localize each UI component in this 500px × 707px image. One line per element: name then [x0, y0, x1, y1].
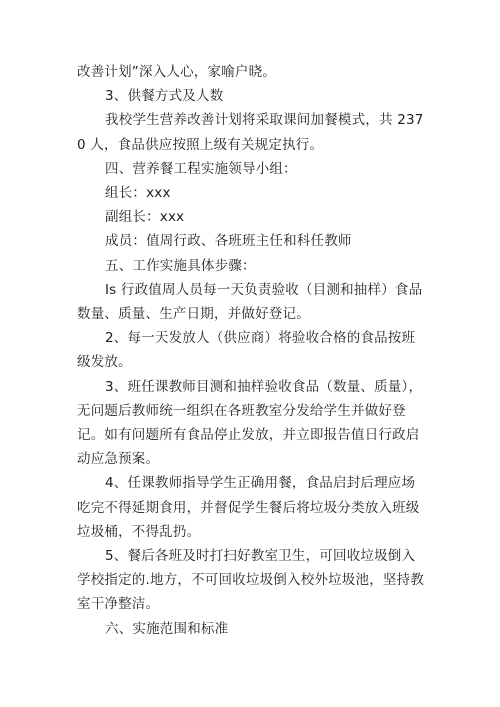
paragraph-intro-tail: 改善计划”深入人心，家喻户晓。	[77, 64, 276, 80]
heading-leadership-group: 四、营养餐工程实施领导小组：	[105, 160, 297, 177]
leader-line: 组长：xxx	[105, 185, 171, 202]
members-line: 成员：值周行政、各班班主任和科任教师	[105, 233, 352, 250]
step-5-paragraph: 5、餐后各班及时打扫好教室卫生，可回收垃圾倒入学校指定的.地方，不可回收垃圾倒入校外垃圾池，坚持教室干净整洁。	[77, 548, 424, 613]
step-2-paragraph: 2、每一天发放人（供应商）将验收合格的食品按班级发放。	[77, 330, 416, 371]
step-3-paragraph: 3、班任课教师目测和抽样验收食品（数量、质量），无问题后教师统一组织在各班教室分发给学生并做好登记。如有问题所有食品停止发放，并立即报告值日行政启动应急预案。	[77, 378, 423, 468]
heading-scope-standards: 六、实施范围和标准	[105, 620, 229, 637]
step-1-paragraph: Is 行政值周人员每一天负责验收（目测和抽样）食品数量、质量、生产日期，并做好登记。	[77, 281, 423, 323]
step-4-paragraph: 4、任课教师指导学生正确用餐，食品启封后理应场吃完不得延期食用，并督促学生餐后将垃圾分类放入班级垃圾桶，不得乱扔。	[77, 475, 420, 540]
deputy-leader-line: 副组长：xxx	[105, 209, 185, 226]
paragraph-meal-method: 我校学生营养改善计划将采取课间加餐模式，共 2370 人，食品供应按照上级有关规定执行。	[77, 112, 424, 153]
heading-work-steps: 五、工作实施具体步骤：	[105, 257, 256, 274]
document-page	[77, 60, 427, 641]
heading-meal-method: 3、供餐方式及人数	[105, 88, 224, 105]
